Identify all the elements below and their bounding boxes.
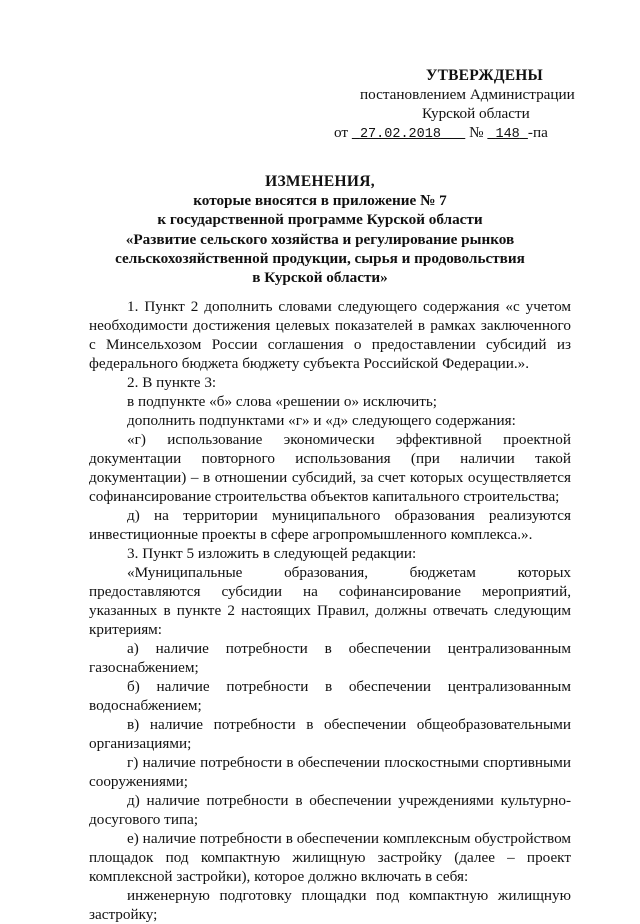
date-prefix: от	[334, 124, 349, 141]
heading-line-2: которые вносятся в приложение № 7	[193, 192, 447, 210]
paragraph-1: 1. Пункт 2 дополнить словами следующего содержания «с учетом необходимости достижения целевых показателей в рамках заключенного с Минсельхозом России соглашения о предоставлении субсидий из федерального бюджета бюджету субъекта Российской Федерации.».	[89, 298, 571, 372]
approval-number-value: 148	[495, 127, 520, 142]
paragraph-10: б) наличие потребности в обеспечении централизованным водоснабжением;	[89, 678, 571, 714]
paragraph-4: дополнить подпунктами «г» и «д» следующего содержания:	[127, 412, 516, 429]
document-heading	[60, 172, 580, 287]
paragraph-6: д) на территории муниципального образования реализуются инвестиционные проекты в сфере агропромышленного комплекса.».	[89, 507, 571, 543]
heading-line-3: к государственной программе Курской области	[157, 211, 483, 229]
approval-date-number	[334, 123, 548, 144]
heading-line-4: «Развитие сельского хозяйства и регулирование рынков	[125, 230, 515, 248]
paragraph-11: в) наличие потребности в обеспечении общеобразовательными организациями;	[89, 716, 571, 752]
heading-title: ИЗМЕНЕНИЯ,	[265, 173, 375, 190]
number-suffix: -па	[527, 124, 548, 141]
heading-line-5: сельскохозяйственной продукции, сырья и продовольствия	[115, 249, 525, 267]
document-body	[89, 297, 571, 924]
paragraph-14: е) наличие потребности в обеспечении комплексным обустройством площадок под компактную жилищную застройку (далее – проект комплексной застройки), которое должно включать в себя:	[89, 830, 571, 885]
paragraph-12: г) наличие потребности в обеспечении плоскостными спортивными сооружениями;	[89, 754, 571, 790]
approval-title: УТВЕРЖДЕНЫ	[426, 67, 543, 84]
heading-line-6: в Курской области»	[252, 269, 388, 287]
paragraph-13: д) наличие потребности в обеспечении учреждениями культурно-досугового типа;	[89, 792, 571, 828]
number-prefix: №	[469, 124, 484, 141]
paragraph-7: 3. Пункт 5 изложить в следующей редакции:	[127, 545, 417, 562]
paragraph-9: а) наличие потребности в обеспечении централизованным газоснабжением;	[89, 640, 571, 676]
approval-date	[352, 127, 465, 142]
paragraph-2: 2. В пункте 3:	[127, 374, 217, 391]
paragraph-8: «Муниципальные образования, бюджетам которых предоставляются субсидии на софинансирование мероприятий, указанных в пункте 2 настоящих Правил, должны отвечать следующим критериям:	[89, 564, 571, 638]
approval-region: Курской области	[422, 105, 530, 122]
paragraph-15: инженерную подготовку площадки под компактную жилищную застройку;	[89, 887, 571, 923]
approval-number	[487, 127, 528, 142]
paragraph-3: в подпункте «б» слова «решении о» исключить;	[127, 393, 437, 410]
paragraph-5: «г) использование экономически эффективной проектной документации повторного использования (при наличии такой документации) – в отношении субсидий, за счет которых осуществляется софинансирование строительства объектов капитального строительства;	[89, 431, 571, 505]
approval-issuer: постановлением Администрации	[360, 86, 575, 103]
approval-date-value: 27.02.2018	[359, 127, 441, 142]
